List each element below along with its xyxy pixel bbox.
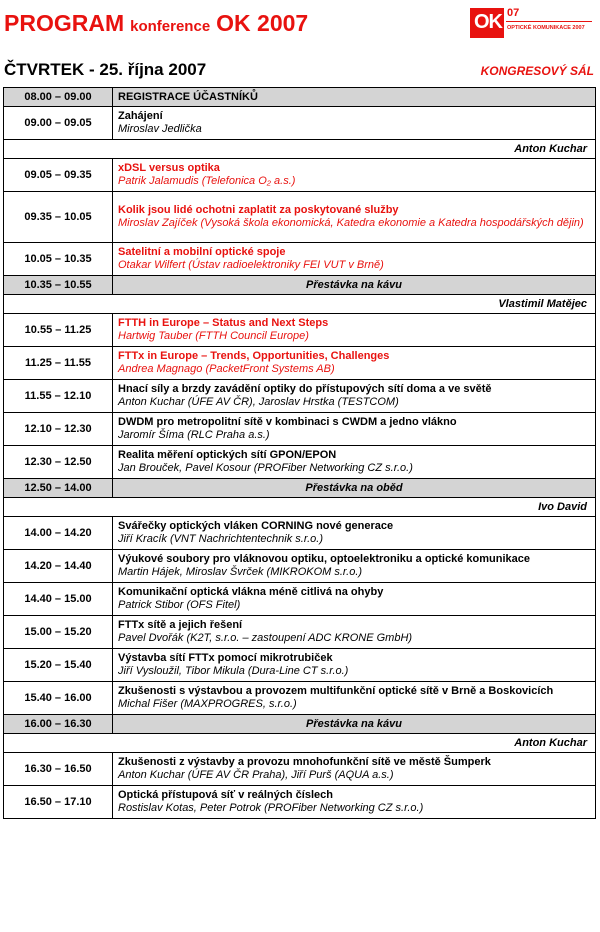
time-slot: 15.20 – 15.40 bbox=[4, 649, 113, 682]
time-slot: 16.30 – 16.50 bbox=[4, 753, 113, 786]
talk-title: DWDM pro metropolitní sítě v kombinaci s CWDM a jedno vlákno bbox=[118, 416, 457, 428]
talk-speaker: Miroslav Zajíček (Vysoká škola ekonomická, Katedra ekonomie a Katedra hospodářských dějin) bbox=[118, 217, 584, 229]
table-row bbox=[4, 753, 596, 786]
session-cell bbox=[113, 88, 596, 107]
time-slot: 15.00 – 15.20 bbox=[4, 616, 113, 649]
table-row bbox=[4, 649, 596, 682]
table-row bbox=[4, 380, 596, 413]
table-row bbox=[4, 192, 596, 243]
table-row bbox=[4, 517, 596, 550]
session-cell bbox=[113, 413, 596, 446]
session-cell bbox=[113, 347, 596, 380]
time-slot: 10.35 – 10.55 bbox=[4, 276, 113, 295]
table-row bbox=[4, 314, 596, 347]
title-ok: OK 2007 bbox=[216, 10, 309, 36]
session-cell bbox=[113, 314, 596, 347]
logo-divider bbox=[506, 21, 592, 22]
session-chair: Ivo David bbox=[4, 498, 596, 517]
talk-speaker: Jiří Vysloužil, Tibor Mikula (Dura-Line CT s.r.o.) bbox=[118, 665, 349, 677]
logo-year: 07 bbox=[507, 7, 520, 19]
talk-speaker: Andrea Magnago (PacketFront Systems AB) bbox=[118, 363, 335, 375]
table-row bbox=[4, 88, 596, 107]
table-row bbox=[4, 550, 596, 583]
table-row bbox=[4, 243, 596, 276]
talk-title: Svářečky optických vláken CORNING nové generace bbox=[118, 520, 394, 532]
day-row bbox=[4, 60, 596, 84]
session-cell bbox=[113, 107, 596, 140]
time-slot: 11.55 – 12.10 bbox=[4, 380, 113, 413]
table-row bbox=[4, 479, 596, 498]
time-slot: 09.05 – 09.35 bbox=[4, 159, 113, 192]
session-cell bbox=[113, 583, 596, 616]
talk-title: FTTH in Europe – Status and Next Steps bbox=[118, 317, 329, 329]
talk-speaker: Anton Kuchar (ÚFE AV ČR Praha), Jiří Purš (AQUA a.s.) bbox=[118, 769, 394, 781]
talk-title: FTTx sítě a jejich řešení bbox=[118, 619, 243, 631]
talk-speaker: Otakar Wilfert (Ústav radioelektroniky FEI VUT v Brně) bbox=[118, 259, 384, 271]
time-slot: 10.55 – 11.25 bbox=[4, 314, 113, 347]
time-slot: 11.25 – 11.55 bbox=[4, 347, 113, 380]
time-slot: 14.20 – 14.40 bbox=[4, 550, 113, 583]
talk-speaker: Miroslav Jedlička bbox=[118, 123, 202, 135]
session-chair: Vlastimil Matějec bbox=[4, 295, 596, 314]
title-program: PROGRAM bbox=[4, 10, 125, 36]
talk-speaker: Jiří Kracík (VNT Nachrichtentechnik s.r.o.) bbox=[118, 533, 323, 545]
table-row bbox=[4, 159, 596, 192]
talk-title: Kolik jsou lidé ochotni zaplatit za poskytované služby bbox=[118, 204, 399, 216]
day-heading: ČTVRTEK - 25. října 2007 bbox=[4, 60, 207, 79]
table-row bbox=[4, 413, 596, 446]
session-cell bbox=[113, 192, 596, 243]
talk-title: Zahájení bbox=[118, 110, 163, 122]
talk-speaker: Pavel Dvořák (K2T, s.r.o. – zastoupení ADC KRONE GmbH) bbox=[118, 632, 413, 644]
program-table-body bbox=[4, 88, 596, 819]
table-row bbox=[4, 498, 596, 517]
time-slot: 12.50 – 14.00 bbox=[4, 479, 113, 498]
session-cell bbox=[113, 446, 596, 479]
page-title bbox=[4, 10, 308, 37]
talk-speaker: Patrik Jalamudis (Telefonica O₂ a.s.) bbox=[118, 175, 296, 187]
time-slot: 15.40 – 16.00 bbox=[4, 682, 113, 715]
time-slot: 14.00 – 14.20 bbox=[4, 517, 113, 550]
talk-title: Zkušenosti s výstavbou a provozem multifunkční optické sítě v Brně a Boskovicích bbox=[118, 685, 554, 697]
session-cell bbox=[113, 380, 596, 413]
table-row bbox=[4, 276, 596, 295]
table-row bbox=[4, 583, 596, 616]
time-slot: 12.30 – 12.50 bbox=[4, 446, 113, 479]
talk-speaker: Martin Hájek, Miroslav Švrček (MIKROKOM s.r.o.) bbox=[118, 566, 363, 578]
session-cell bbox=[113, 786, 596, 819]
table-row bbox=[4, 446, 596, 479]
table-row bbox=[4, 734, 596, 753]
break-cell: Přestávka na oběd bbox=[113, 479, 596, 498]
time-slot: 09.35 – 10.05 bbox=[4, 192, 113, 243]
session-cell bbox=[113, 649, 596, 682]
session-cell bbox=[113, 550, 596, 583]
talk-speaker: Hartwig Tauber (FTTH Council Europe) bbox=[118, 330, 309, 342]
talk-title: Výukové soubory pro vláknovou optiku, optoelektroniku a optické komunikace bbox=[118, 553, 530, 565]
break-cell: Přestávka na kávu bbox=[113, 276, 596, 295]
talk-speaker: Michal Fišer (MAXPROGRES, s.r.o.) bbox=[118, 698, 297, 710]
conference-logo bbox=[470, 8, 592, 38]
talk-title: Satelitní a mobilní optické spoje bbox=[118, 246, 286, 258]
table-row bbox=[4, 682, 596, 715]
talk-title: Optická přístupová síť v reálných číslech bbox=[118, 789, 333, 801]
talk-title: Hnací síly a brzdy zavádění optiky do přístupových sítí doma a ve světě bbox=[118, 383, 492, 395]
talk-title: FTTx in Europe – Trends, Opportunities, Challenges bbox=[118, 350, 390, 362]
talk-speaker: Jaromír Šíma (RLC Praha a.s.) bbox=[118, 429, 270, 441]
session-cell bbox=[113, 517, 596, 550]
table-row bbox=[4, 616, 596, 649]
hall-name: KONGRESOVÝ SÁL bbox=[480, 64, 594, 78]
time-slot: 08.00 – 09.00 bbox=[4, 88, 113, 107]
talk-speaker: Rostislav Kotas, Peter Potrok (PROFiber Networking CZ s.r.o.) bbox=[118, 802, 424, 814]
table-row bbox=[4, 715, 596, 734]
time-slot: 12.10 – 12.30 bbox=[4, 413, 113, 446]
talk-title: REGISTRACE ÚČASTNÍKŮ bbox=[118, 90, 258, 103]
session-cell bbox=[113, 682, 596, 715]
session-cell bbox=[113, 243, 596, 276]
session-chair: Anton Kuchar bbox=[4, 140, 596, 159]
program-table bbox=[3, 87, 596, 819]
table-row bbox=[4, 107, 596, 140]
table-row bbox=[4, 347, 596, 380]
session-cell bbox=[113, 159, 596, 192]
time-slot: 09.00 – 09.05 bbox=[4, 107, 113, 140]
time-slot: 16.50 – 17.10 bbox=[4, 786, 113, 819]
logo-name: OPTICKÉ KOMUNIKACE 2007 bbox=[507, 25, 585, 31]
talk-speaker: Patrick Stibor (OFS Fitel) bbox=[118, 599, 241, 611]
talk-title: Zkušenosti z výstavby a provozu mnohofunkční sítě ve městě Šumperk bbox=[118, 756, 491, 768]
logo-mark-box bbox=[470, 8, 504, 38]
session-chair: Anton Kuchar bbox=[4, 734, 596, 753]
talk-title: Komunikační optická vlákna méně citlivá na ohyby bbox=[118, 586, 384, 598]
session-cell bbox=[113, 753, 596, 786]
time-slot: 10.05 – 10.35 bbox=[4, 243, 113, 276]
time-slot: 14.40 – 15.00 bbox=[4, 583, 113, 616]
talk-speaker: Jan Brouček, Pavel Kosour (PROFiber Networking CZ s.r.o.) bbox=[118, 462, 413, 474]
table-row bbox=[4, 295, 596, 314]
table-row bbox=[4, 140, 596, 159]
talk-title: xDSL versus optika bbox=[118, 162, 220, 174]
talk-speaker: Anton Kuchar (ÚFE AV ČR), Jaroslav Hrstka (TESTCOM) bbox=[118, 396, 399, 408]
talk-title: Výstavba sítí FTTx pomocí mikrotrubiček bbox=[118, 652, 333, 664]
talk-title: Realita měření optických sítí GPON/EPON bbox=[118, 449, 337, 461]
title-konference: konference bbox=[130, 18, 211, 35]
table-row bbox=[4, 786, 596, 819]
logo-mark: OK bbox=[474, 11, 502, 33]
time-slot: 16.00 – 16.30 bbox=[4, 715, 113, 734]
page-header bbox=[4, 6, 596, 40]
break-cell: Přestávka na kávu bbox=[113, 715, 596, 734]
session-cell bbox=[113, 616, 596, 649]
